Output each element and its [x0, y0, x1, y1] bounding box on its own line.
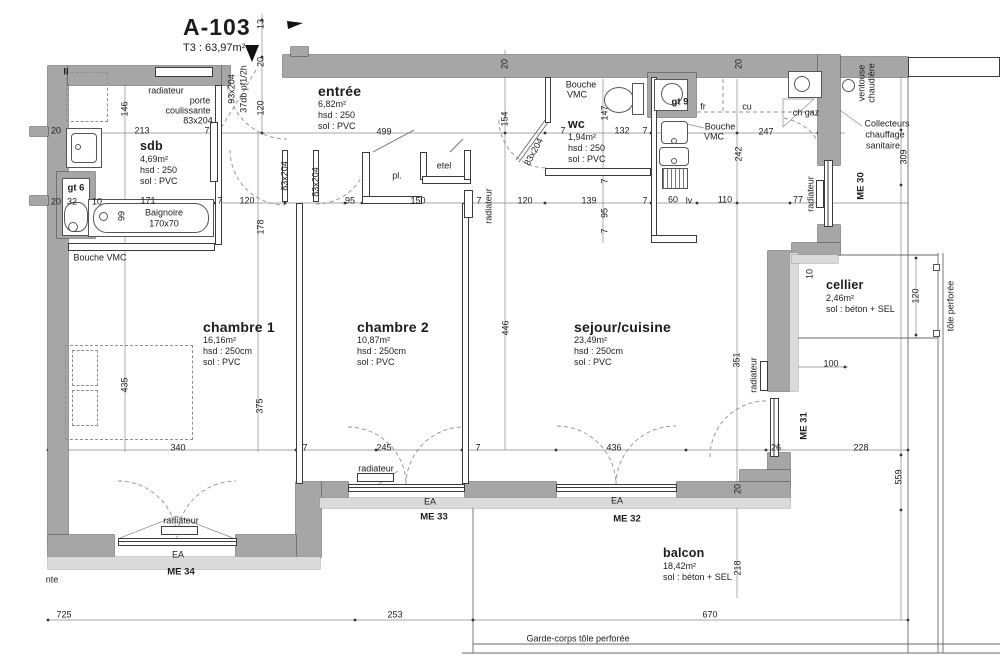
room-detail: sol : PVC [140, 176, 178, 186]
sink-sdb-drain [75, 144, 81, 150]
kitchen-sink-drain-1 [671, 138, 677, 144]
kitchen-sink-drain-2 [671, 158, 677, 164]
room-detail: 6,82m² [318, 99, 347, 109]
bed-pillow-2 [72, 390, 98, 426]
dimension-label: 13 [255, 18, 266, 30]
annotation-label: ventouse [856, 64, 867, 102]
dimension-label: 213 [134, 125, 150, 136]
bed-pillow-1 [72, 350, 98, 386]
dimension-label: 93x204 [226, 74, 237, 104]
annotation-label: VMC [567, 89, 587, 100]
dimension-label: 340 [170, 442, 186, 453]
radiator [464, 190, 473, 218]
radiator [357, 473, 394, 482]
room-label [318, 84, 361, 132]
boiler-dial [794, 76, 810, 92]
room-detail: 23,49m² [574, 335, 608, 345]
annotation-label: etel [436, 160, 452, 171]
cooker [662, 168, 688, 189]
screen-clip-2 [933, 330, 940, 337]
dimension-label: 247 [758, 126, 774, 137]
dimension-label: 228 [853, 442, 869, 453]
north-flag-icon [287, 21, 303, 29]
window-glazing [556, 484, 677, 492]
washing-machine-slot [66, 72, 108, 122]
wall-segment [48, 535, 114, 557]
room-detail: sol : PVC [357, 357, 395, 367]
dimension-label: 95 [599, 207, 610, 219]
dimension-label: 99 [116, 210, 127, 222]
dimension-label: 120 [910, 288, 921, 304]
dimension-label: 725 [56, 609, 72, 620]
room-detail: hsd : 250 [568, 143, 606, 153]
wall-segment [768, 251, 790, 391]
dimension-label: 171 [140, 195, 156, 206]
dimension-label: 7 [476, 195, 482, 206]
room-detail: hsd : 250cm [203, 346, 253, 356]
annotation-label: gt 9 [671, 96, 689, 108]
room-label [826, 278, 895, 315]
dimension-label: lv [685, 195, 693, 206]
annotation-label: radiateur [163, 515, 199, 526]
window-glazing [348, 484, 465, 492]
dimension-label: 83x204 [310, 167, 321, 197]
partition [545, 168, 651, 176]
annotation-label: Garde-corps tôle perforée [526, 633, 630, 644]
unit-summary: T3 : 63,97m² [183, 42, 246, 54]
room-label [140, 139, 178, 187]
dimension-label: 139 [581, 195, 597, 206]
room-detail: sol : PVC [203, 357, 241, 367]
dimension-label: 120 [517, 195, 533, 206]
dimension-label: 147 [599, 105, 610, 121]
dimension-label: 7 [560, 125, 566, 136]
room-detail: hsd : 250 [318, 110, 356, 120]
room-detail: sol : béton + SEL [663, 572, 732, 582]
dimension-label: 26 [770, 442, 782, 453]
room-detail: sol : PVC [574, 357, 612, 367]
room-name: chambre 1 [203, 319, 275, 335]
wall-segment [320, 482, 348, 498]
annotation-label: Bouche [565, 79, 597, 90]
room-name: chambre 2 [357, 319, 429, 335]
title-block [183, 14, 251, 54]
annotation-label: ME 33 [420, 511, 448, 523]
dimension-label: 10 [91, 196, 103, 207]
annotation-label: radiateur [805, 176, 816, 212]
wall-segment [465, 482, 556, 498]
annotation-label: ME 30 [855, 172, 867, 200]
annotation-label: Collecteurs [864, 118, 910, 129]
dimension-label: 10 [804, 268, 815, 280]
annotation-label: radiateur [483, 188, 494, 224]
annotation-label: radiateur [358, 463, 394, 474]
annotation-label: tôle perforée [945, 280, 956, 332]
annotation-label: 83x204 [183, 115, 213, 126]
room-detail: sol : béton + SEL [826, 304, 895, 314]
partition [464, 150, 471, 180]
annotation-label: ME 31 [798, 412, 810, 440]
wall-segment [30, 127, 48, 136]
dimension-label: 351 [731, 352, 742, 368]
dimension-label: 7 [475, 442, 481, 453]
wall-segment [30, 196, 48, 205]
annotation-label: EA [423, 496, 437, 507]
room-label [203, 320, 275, 368]
room-label [357, 320, 429, 368]
door-leaf [210, 122, 218, 182]
unit-code: A-103 [183, 14, 251, 40]
dimension-label: 77 [792, 194, 804, 205]
dimension-label: 559 [893, 469, 904, 485]
dimension-label: 20 [733, 58, 744, 70]
wall-insulation [320, 495, 790, 508]
partition [908, 57, 1000, 77]
partition [362, 152, 370, 202]
dimension-label: 7 [217, 195, 223, 206]
room-name: wc [568, 117, 586, 131]
room-name: sdb [140, 139, 163, 153]
radiator [816, 180, 824, 208]
dimension-label: 670 [702, 609, 718, 620]
dimension-label: 435 [119, 377, 130, 393]
dimension-label: 7 [302, 442, 308, 453]
annotation-label: chaudière [866, 63, 877, 103]
wall-insulation [792, 255, 838, 263]
dimension-label: 120 [239, 195, 255, 206]
annotation-label: nte [45, 574, 59, 585]
dimension-label: 242 [733, 146, 744, 162]
wall-segment [792, 243, 840, 255]
dimension-label: 7 [599, 178, 610, 184]
partition [68, 243, 215, 251]
door-swing-arcs [118, 70, 838, 540]
annotation-label: ME 34 [167, 566, 195, 578]
partition [651, 235, 697, 243]
dimension-label: 446 [500, 320, 511, 336]
window-glazing [824, 160, 833, 227]
dimension-label: 499 [376, 126, 392, 137]
room-detail: 18,42m² [663, 561, 697, 571]
bathtub-drain [99, 212, 108, 221]
dimension-label: 253 [387, 609, 403, 620]
radiator [161, 526, 198, 535]
room-detail: sol : PVC [318, 121, 356, 131]
room-detail: 1,94m² [568, 132, 597, 142]
room-label [574, 320, 671, 368]
room-label [568, 117, 606, 165]
annotation-label: ME 32 [613, 513, 641, 525]
partition [545, 77, 551, 123]
annotation-label: coulissante [165, 105, 211, 116]
annotation-label: radiateur [748, 357, 759, 393]
annotation-label: gt 6 [67, 182, 85, 194]
toilet-wc-tank [632, 83, 644, 115]
annotation-label: radiateur [148, 85, 184, 96]
dimension-label: 20 [50, 125, 62, 136]
annotation-label: Bouche [704, 121, 736, 132]
dimension-label: 20 [255, 56, 266, 68]
room-detail: 4,69m² [140, 154, 169, 164]
annotation-label: sanitaire [865, 140, 901, 151]
annotation-label: porte [189, 95, 211, 106]
annotation-label: EA [610, 495, 624, 506]
wall-insulation [790, 253, 798, 391]
dimension-label: 110 [717, 194, 733, 205]
dimension-label: 7 [642, 195, 648, 206]
annotation-label: chauffage [865, 129, 905, 140]
room-name: entrée [318, 83, 362, 99]
wall-segment [291, 47, 308, 56]
room-detail: sol : PVC [568, 154, 606, 164]
room-detail: 2,46m² [826, 293, 855, 303]
dimension-label: 218 [732, 560, 743, 576]
annotation-label: ch gaz [792, 107, 820, 118]
room-name: sejour/cuisine [574, 319, 671, 335]
dimension-label: 7 [599, 228, 610, 234]
room-name: cellier [826, 278, 864, 292]
dimension-label: 60 [667, 194, 679, 205]
annotation-label: ll [63, 66, 69, 78]
room-name: balcon [663, 546, 705, 560]
annotation-label: Baignoire [144, 207, 184, 218]
annotation-label: Bouche VMC [73, 252, 127, 263]
annotation-label: cu [742, 101, 752, 112]
dimension-label: 20 [50, 196, 62, 207]
wall-segment [236, 535, 296, 557]
dimension-label: 7 [204, 125, 210, 136]
dimension-label: 245 [376, 442, 392, 453]
dimension-label: 120 [255, 100, 266, 116]
wall-segment [296, 482, 321, 557]
dimension-label: 100 [823, 358, 839, 369]
dimension-label: 7 [642, 125, 648, 136]
wall-segment [48, 66, 68, 545]
dimension-label: 20 [499, 58, 510, 70]
radiator [760, 361, 768, 391]
ventouse-outlet [842, 79, 855, 92]
dimension-label: 154 [499, 111, 510, 127]
annotation-label: 170x70 [149, 218, 179, 229]
annotation-label: pl. [392, 170, 402, 181]
annotation-label: fr [700, 101, 706, 112]
dimension-label: 37db pf1/2h [238, 65, 249, 113]
annotation-label: VMC [704, 131, 724, 142]
dimension-label: 95 [344, 195, 356, 206]
radiator [155, 67, 213, 77]
room-detail: 16,16m² [203, 335, 237, 345]
screen-clip-1 [933, 264, 940, 271]
room-label [663, 546, 732, 583]
partition [462, 203, 469, 484]
room-detail: 10,87m² [357, 335, 391, 345]
dimension-label: 150 [410, 195, 426, 206]
room-detail: hsd : 250cm [574, 346, 624, 356]
room-detail: hsd : 250cm [357, 346, 407, 356]
dimension-label: 132 [614, 125, 630, 136]
dimension-label: 309 [898, 149, 909, 165]
dimension-label: 178 [255, 219, 266, 235]
dimension-label: 375 [254, 398, 265, 414]
annotation-label: EA [171, 549, 185, 560]
dimension-label: 83x204 [279, 161, 290, 191]
dimension-label: 20 [732, 483, 743, 495]
dimension-label: 32 [66, 196, 78, 207]
toilet-sdb-drain [68, 222, 78, 232]
dimension-label: 436 [606, 442, 622, 453]
window-glazing [118, 538, 237, 546]
room-detail: hsd : 250 [140, 165, 178, 175]
dimension-label: 83x204 [522, 136, 545, 168]
dimension-label: 146 [119, 101, 130, 117]
